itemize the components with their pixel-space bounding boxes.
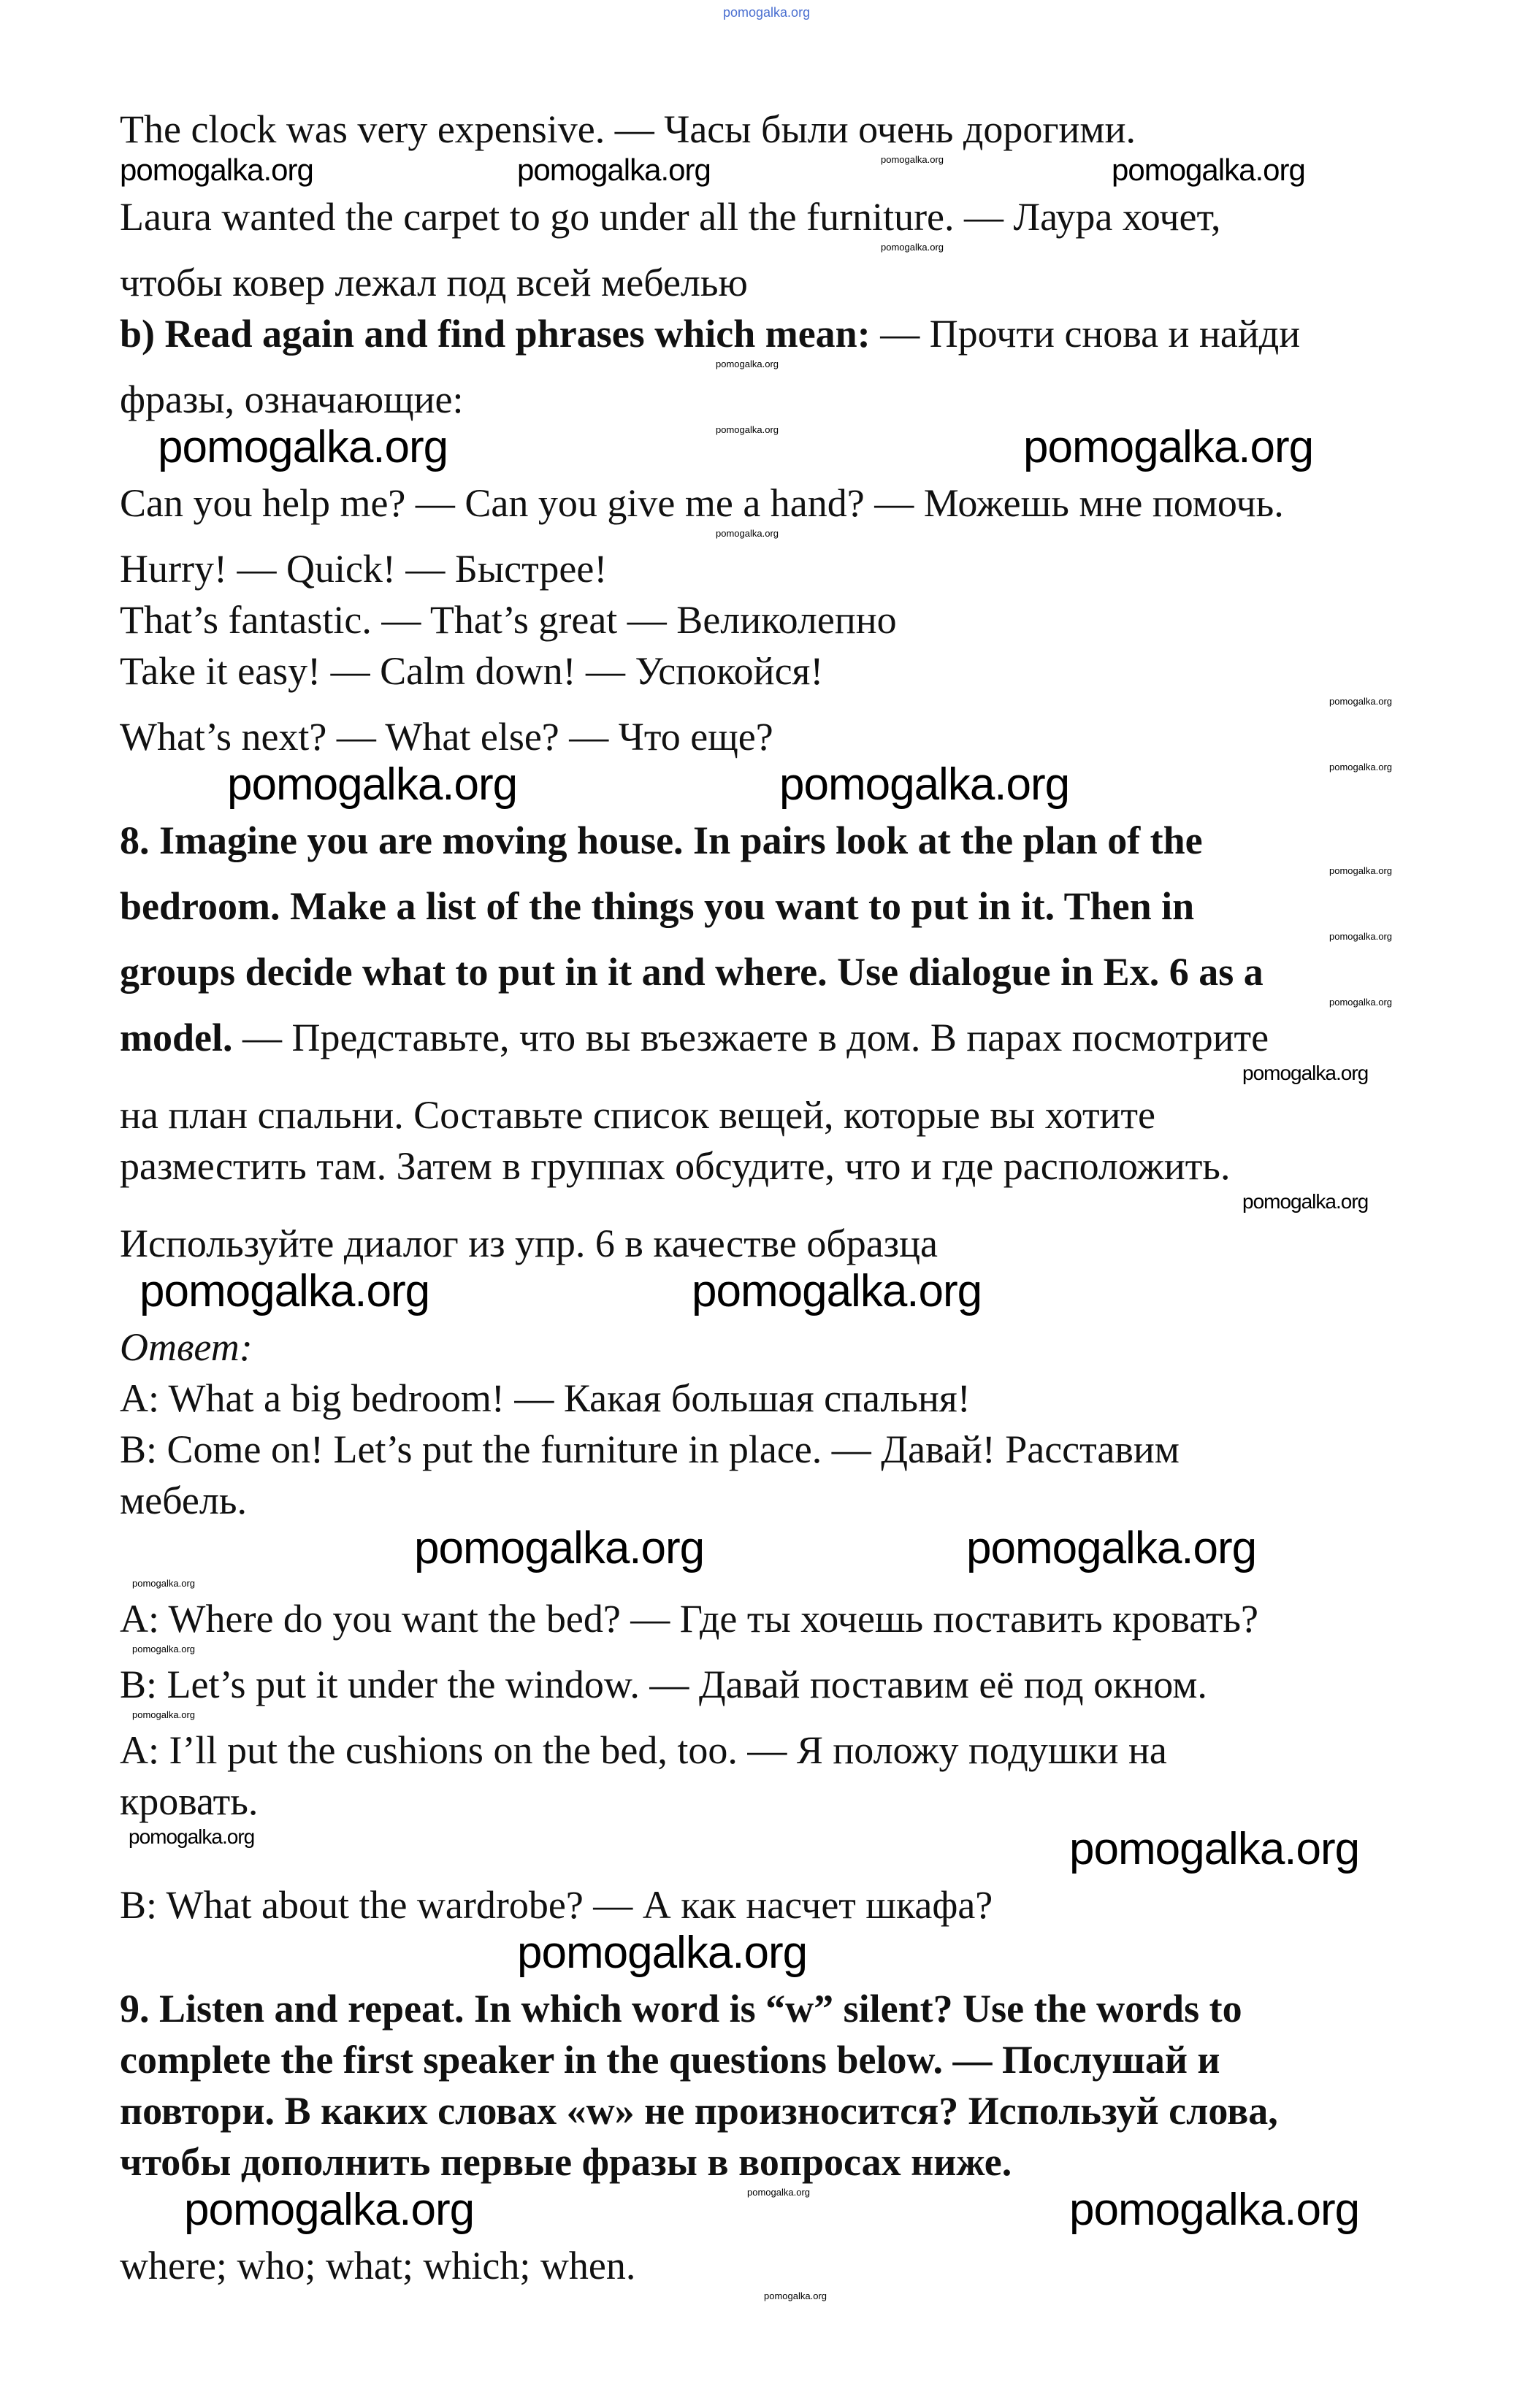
plain-text: Laura wanted the carpet to go under all the furniture. — Лаура хочет, xyxy=(120,195,1221,239)
text-line xyxy=(120,104,1486,155)
plain-text: разместить там. Затем в группах обсудите, что и где расположить. xyxy=(120,1144,1231,1188)
text-line xyxy=(120,1218,1486,1269)
text-line xyxy=(120,1012,1486,1063)
text-line xyxy=(120,1725,1486,1776)
watermark: pomogalka.org xyxy=(1329,997,1392,1008)
plain-text: Hurry! — Quick! — Быстрее! xyxy=(120,547,608,591)
text-line xyxy=(120,711,1486,762)
bold-text: b) Read again and find phrases which mean: xyxy=(120,312,871,356)
watermark: pomogalka.org xyxy=(120,153,313,187)
text-line xyxy=(120,1140,1486,1192)
plain-text: чтобы ковер лежал под всей мебелью xyxy=(120,261,748,304)
watermark-row xyxy=(0,1523,1533,1579)
plain-text: The clock was very expensive. — Часы были очень дорогими. xyxy=(120,107,1136,151)
watermark: pomogalka.org xyxy=(764,2290,827,2301)
watermark: pomogalka.org xyxy=(881,154,944,165)
watermark-row xyxy=(0,2291,1533,2306)
text-line xyxy=(120,2085,1486,2136)
watermark: pomogalka.org xyxy=(1329,762,1392,772)
text-line xyxy=(120,881,1486,932)
text-line xyxy=(120,815,1486,866)
plain-text: фразы, означающие: xyxy=(120,377,464,421)
watermark: pomogalka.org xyxy=(1069,2185,1360,2235)
bold-text: повтори. В каких словах «w» не произносится? Используй слова, xyxy=(120,2089,1278,2133)
watermark-row xyxy=(0,1579,1533,1593)
watermark: pomogalka.org xyxy=(1329,696,1392,707)
plain-text: B: Come on! Let’s put the furniture in place. — Давай! Расставим xyxy=(120,1427,1180,1471)
text-line xyxy=(120,1475,1486,1526)
plain-text: What’s next? — What else? — Что еще? xyxy=(120,715,773,759)
watermark: pomogalka.org xyxy=(227,759,518,810)
watermark-row xyxy=(0,1644,1533,1659)
watermark-row xyxy=(0,932,1533,946)
watermark-row xyxy=(0,759,1533,815)
plain-text: — Представьте, что вы въезжаете в дом. В парах посмотрите xyxy=(232,1016,1269,1059)
bold-text: groups decide what to put in it and where. Use dialogue in Ex. 6 as a xyxy=(120,950,1264,994)
watermark-row xyxy=(0,1930,1533,1983)
watermark-row xyxy=(0,697,1533,711)
text-line xyxy=(120,1593,1486,1644)
text-line xyxy=(120,478,1486,529)
watermark: pomogalka.org xyxy=(966,1523,1257,1573)
watermark: pomogalka.org xyxy=(881,242,944,253)
plain-text: That’s fantastic. — That’s great — Великолепно xyxy=(120,598,897,642)
text-line xyxy=(120,1879,1486,1930)
watermark: pomogalka.org xyxy=(132,1578,195,1589)
watermark: pomogalka.org xyxy=(716,424,779,435)
watermark: pomogalka.org xyxy=(132,1644,195,1654)
watermark: pomogalka.org xyxy=(692,1266,982,1316)
watermark-row xyxy=(0,242,1533,257)
text-line xyxy=(120,645,1486,697)
watermark-row xyxy=(0,6,1533,23)
watermark: pomogalka.org xyxy=(779,759,1070,810)
plain-text: A: I’ll put the cushions on the bed, too. — Я положу подушки на xyxy=(120,1728,1167,1772)
text-line xyxy=(120,1659,1486,1710)
plain-text: Take it easy! — Calm down! — Успокойся! xyxy=(120,649,824,693)
text-line xyxy=(120,1424,1486,1475)
watermark: pomogalka.org xyxy=(517,1928,808,1978)
text-line xyxy=(120,257,1486,308)
watermark-row xyxy=(0,1192,1533,1218)
text-line xyxy=(120,543,1486,594)
bold-text: model. xyxy=(120,1016,233,1059)
plain-text: на план спальни. Составьте список вещей, которые вы хотите xyxy=(120,1093,1156,1137)
watermark-row xyxy=(0,529,1533,543)
text-line xyxy=(120,1776,1486,1827)
plain-text: Can you help me? — Can you give me a hand? — Можешь мне помочь. xyxy=(120,481,1284,525)
watermark: pomogalka.org xyxy=(716,358,779,369)
bold-text: complete the first speaker in the questions below. — Послушай и xyxy=(120,2038,1220,2082)
text-line xyxy=(120,946,1486,997)
answer-label: Ответ: xyxy=(120,1325,253,1369)
plain-text: A: Where do you want the bed? — Где ты хочешь поставить кровать? xyxy=(120,1597,1258,1641)
text-line xyxy=(120,1373,1486,1424)
watermark-row xyxy=(0,997,1533,1012)
plain-text: кровать. xyxy=(120,1779,259,1823)
watermark: pomogalka.org xyxy=(747,2187,810,2198)
bold-text: 8. Imagine you are moving house. In pairs look at the plan of the xyxy=(120,818,1203,862)
plain-text: A: What a big bedroom! — Какая большая спальня! xyxy=(120,1376,971,1420)
watermark: pomogalka.org xyxy=(517,153,711,187)
watermark: pomogalka.org xyxy=(1329,931,1392,942)
bold-text: чтобы дополнить первые фразы в вопросах ниже. xyxy=(120,2140,1012,2184)
text-line xyxy=(120,1983,1486,2034)
spacer xyxy=(0,23,1533,104)
plain-text: Используйте диалог из упр. 6 в качестве образца xyxy=(120,1222,938,1265)
watermark: pomogalka.org xyxy=(1242,1190,1369,1213)
watermark-row xyxy=(0,1824,1533,1879)
watermark: pomogalka.org xyxy=(139,1266,430,1316)
watermark: pomogalka.org xyxy=(1329,865,1392,876)
plain-text: B: What about the wardrobe? — А как насчет шкафа? xyxy=(120,1883,993,1927)
watermark: pomogalka.org xyxy=(184,2185,475,2235)
watermark-row xyxy=(0,866,1533,881)
plain-text: мебель. xyxy=(120,1479,247,1522)
watermark: pomogalka.org xyxy=(1069,1824,1360,1874)
watermark: pomogalka.org xyxy=(1112,153,1305,187)
watermark-row xyxy=(0,359,1533,374)
watermark-row xyxy=(0,2187,1533,2240)
watermark: pomogalka.org xyxy=(1023,422,1314,472)
plain-text: where; who; what; which; when. xyxy=(120,2244,636,2288)
text-line xyxy=(120,308,1486,359)
watermark: pomogalka.org xyxy=(716,528,779,539)
watermark: pomogalka.org xyxy=(1242,1062,1369,1084)
plain-text: — Прочти снова и найди xyxy=(870,312,1301,356)
watermark-row xyxy=(0,1266,1533,1322)
watermark: pomogalka.org xyxy=(129,1825,255,1848)
text-line xyxy=(120,594,1486,645)
bold-text: bedroom. Make a list of the things you want to put in it. Then in xyxy=(120,884,1195,928)
text-line xyxy=(120,1322,1486,1373)
text-line xyxy=(120,191,1486,242)
text-line xyxy=(120,2240,1486,2291)
plain-text: B: Let’s put it under the window. — Давай поставим её под окном. xyxy=(120,1663,1207,1706)
text-line xyxy=(120,374,1486,425)
watermark-row xyxy=(0,422,1533,478)
text-line xyxy=(120,1089,1486,1140)
watermark: pomogalka.org xyxy=(723,5,811,20)
bold-text: 9. Listen and repeat. In which word is “w” silent? Use the words to xyxy=(120,1987,1242,2031)
watermark: pomogalka.org xyxy=(158,422,448,472)
watermark: pomogalka.org xyxy=(414,1523,705,1573)
text-line xyxy=(120,2034,1486,2085)
watermark-row xyxy=(0,1710,1533,1725)
watermark: pomogalka.org xyxy=(132,1709,195,1720)
watermark-row xyxy=(0,1063,1533,1089)
watermark-row xyxy=(0,155,1533,191)
text-line xyxy=(120,2136,1486,2187)
